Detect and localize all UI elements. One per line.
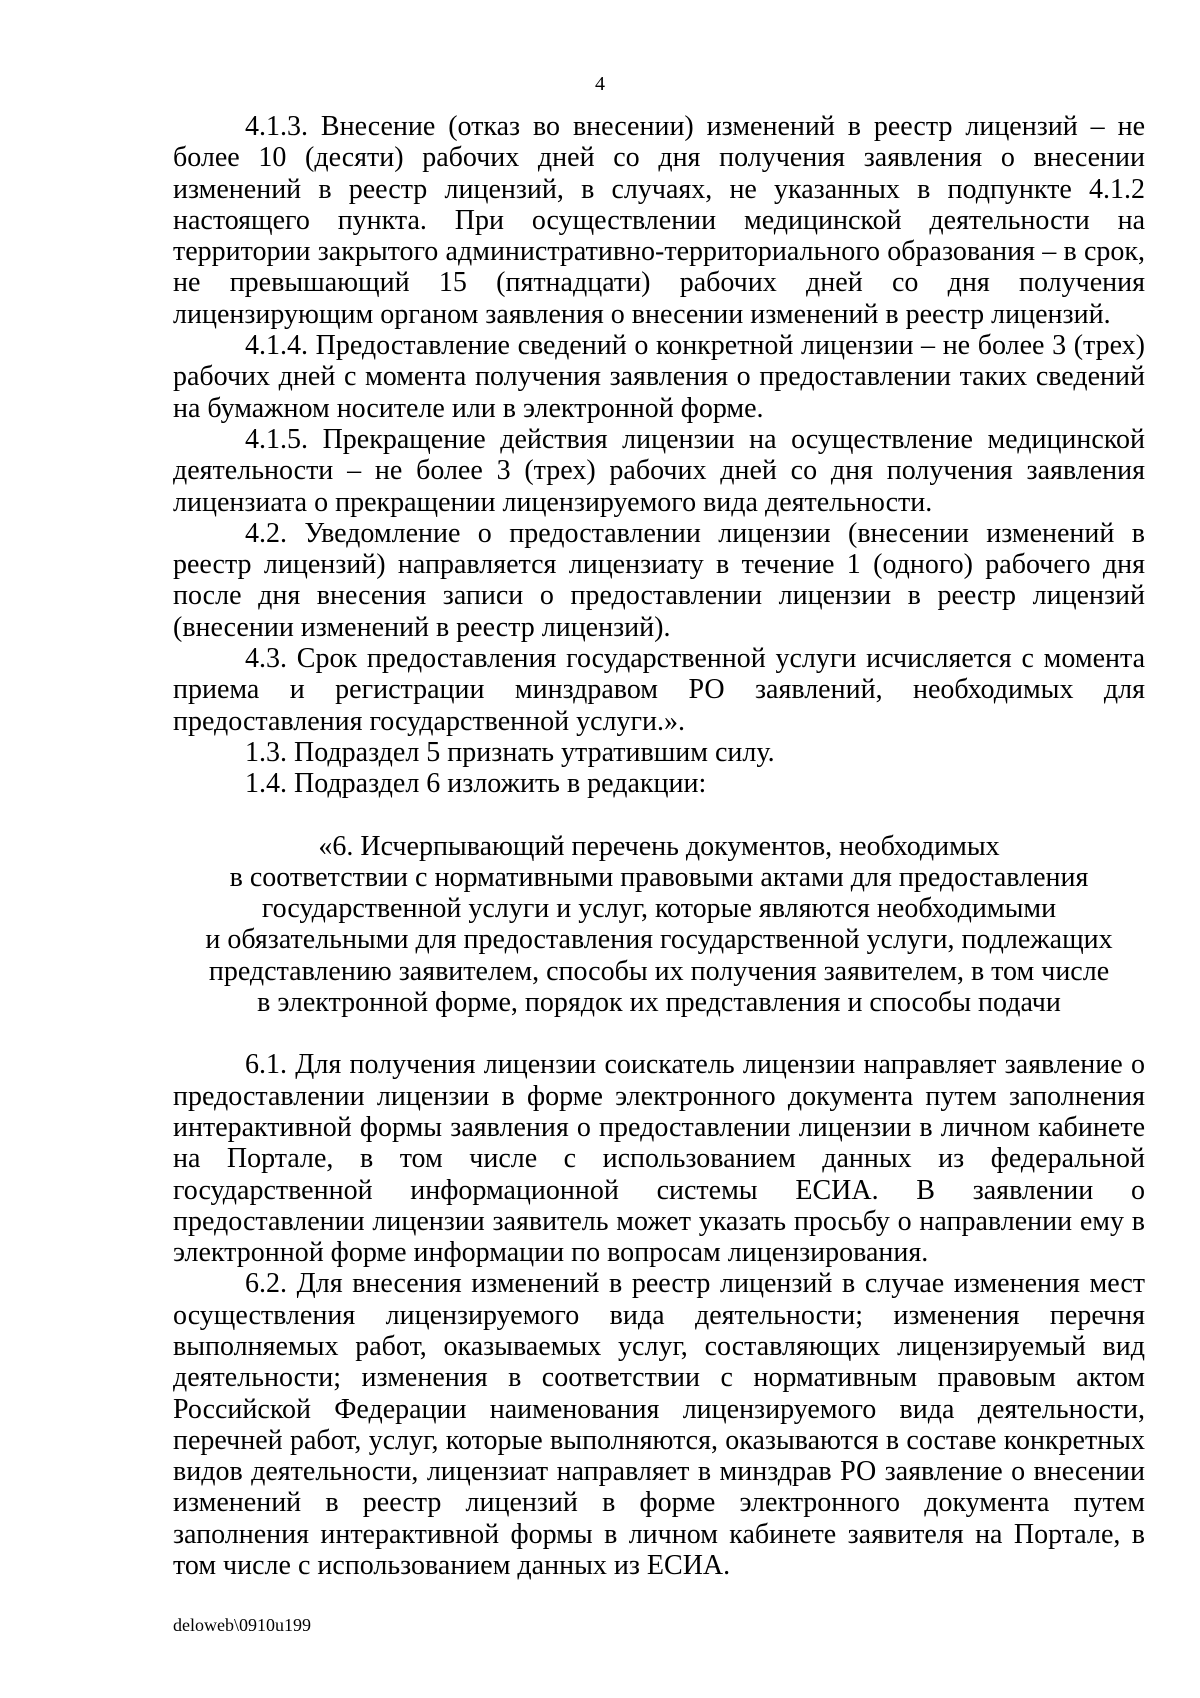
document-body: [173, 111, 1145, 1581]
paragraph-1-3: 1.3. Подраздел 5 признать утратившим силу.: [245, 736, 775, 768]
paragraph-4-1-3: 4.1.3. Внесение (отказ во внесении) изменений в реестр лицензий – не более 10 (десяти) рабочих дней со дня получения заявления о внесении изменений в реестр лицензий, в случаях, не указанных в подпункте 4.1.2 настоящего пункта. При осуществлении медицинской деятельности на территории закрытого административно-территориального образования – в срок, не превышающий 15 (пятнадцати) рабочих дней со дня получения лицензирующим органом заявления о внесении изменений в реестр лицензий.: [173, 111, 1145, 330]
heading-line: «6. Исчерпывающий перечень документов, необходимых: [318, 830, 1000, 862]
paragraph-4-1-5: 4.1.5. Прекращение действия лицензии на осуществление медицинской деятельности – не более 3 (трех) рабочих дней со дня получения заявления лицензиата о прекращении лицензируемого вида деятельности.: [173, 423, 1145, 518]
paragraph-6-2: 6.2. Для внесения изменений в реестр лицензий в случае изменения мест осуществления лицензируемого вида деятельности; изменения перечня выполняемых работ, оказываемых услуг, составляющих лицензируемый вид деятельности; изменения в соответствии с нормативным правовым актом Российской Федерации наименования лицензируемого вида деятельности, перечней работ, услуг, которые выполняются, оказываются в составе конкретных видов деятельности, лицензиат направляет в минздрав РО заявление о внесении изменений в реестр лицензий в форме электронного документа путем заполнения интерактивной формы в личном кабинете заявителя на Портале, в том числе с использованием данных из ЕСИА.: [173, 1268, 1145, 1582]
page-number: 4: [595, 73, 605, 95]
section-heading: [173, 831, 1145, 1019]
heading-line: государственной услуги и услуг, которые являются необходимыми: [261, 893, 1057, 925]
heading-line: представлению заявителем, способы их получения заявителем, в том числе: [208, 955, 1110, 987]
blank-line: [173, 800, 1145, 831]
paragraph-4-3: 4.3. Срок предоставления государственной услуги исчисляется с момента приема и регистрации минздравом РО заявлений, необходимых для предоставления государственной услуги.».: [173, 643, 1145, 737]
heading-line: и обязательными для предоставления государственной услуги, подлежащих: [205, 924, 1113, 956]
blank-line: [173, 1018, 1145, 1049]
paragraph-4-2: 4.2. Уведомление о предоставлении лицензии (внесении изменений в реестр лицензий) направляется лицензиату в течение 1 (одного) рабочего дня после дня внесения записи о предоставлении лицензии в реестр лицензий (внесении изменений в реестр лицензий).: [173, 517, 1145, 643]
paragraph-4-1-4: 4.1.4. Предоставление сведений о конкретной лицензии – не более 3 (трех) рабочих дней с момента получения заявления о предоставлении таких сведений на бумажном носителе или в электронной форме.: [173, 330, 1145, 424]
heading-line: в соответствии с нормативными правовыми актами для предоставления: [229, 861, 1089, 893]
document-footer-code: deloweb\0910u199: [173, 1615, 311, 1635]
paragraph-1-4: 1.4. Подраздел 6 изложить в редакции:: [245, 768, 707, 800]
heading-line: в электронной форме, порядок их представления и способы подачи: [257, 987, 1061, 1019]
paragraph-6-1: 6.1. Для получения лицензии соискатель лицензии направляет заявление о предоставлении лицензии в форме электронного документа путем заполнения интерактивной формы заявления о предоставлении лицензии в личном кабинете на Портале, в том числе с использованием данных из федеральной государственной информационной системы ЕСИА. В заявлении о предоставлении лицензии заявитель может указать просьбу о направлении ему в электронной форме информации по вопросам лицензирования.: [173, 1049, 1145, 1269]
